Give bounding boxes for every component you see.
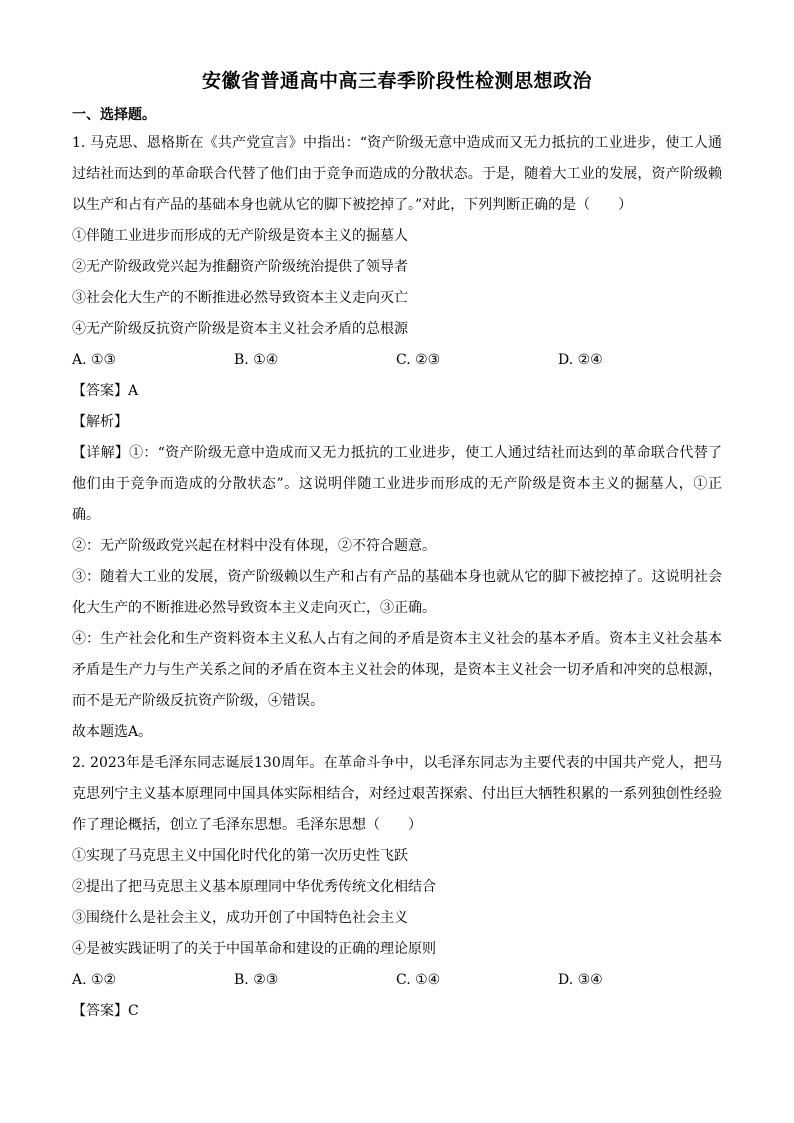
- question-1-item-3: ③社会化大生产的不断推进必然导致资本主义走向灭亡: [72, 290, 408, 306]
- question-1-option-a: A. ①③: [72, 352, 117, 368]
- section-heading: 一、选择题。: [72, 107, 156, 123]
- question-1-options: [72, 345, 722, 376]
- question-1-item-1: ①伴随工业进步而形成的无产阶级是资本主义的掘墓人: [72, 228, 408, 244]
- question-1-detail-1: 【详解】①：“资产阶级无意中造成而又无力抵抗的工业进步，使工人通过结社而达到的革命联合代替了他们由于竞争而造成的分散状态”。这说明伴随工业进步而形成的无产阶级是资本主义的掘墓人，①正确。: [72, 445, 722, 523]
- question-2-item-3: ③围绕什么是社会主义，成功开创了中国特色社会主义: [72, 910, 408, 926]
- question-1-item-4: ④无产阶级反抗资产阶级是资本主义社会矛盾的总根源: [72, 321, 408, 337]
- page-title: 安徽省普通高中高三春季阶段性检测思想政治: [201, 70, 592, 92]
- question-1-detail-4: ④：生产社会化和生产资料资本主义私人占有之间的矛盾是资本主义社会的基本矛盾。资本主义社会基本矛盾是生产力与生产关系之间的矛盾在资本主义社会的体现，是资本主义社会一切矛盾和冲突的总根源，而不是无产阶级反抗资产阶级，④错误。: [72, 631, 722, 709]
- question-2-item-1: ①实现了马克思主义中国化时代化的第一次历史性飞跃: [72, 848, 408, 864]
- question-2-item-4: ④是被实践证明了的关于中国革命和建设的正确的理论原则: [72, 941, 436, 957]
- question-2-answer: 【答案】C: [72, 1003, 139, 1019]
- question-1-item-2: ②无产阶级政党兴起为推翻资产阶级统治提供了领导者: [72, 259, 408, 275]
- question-2-item-2: ②提出了把马克思主义基本原理同中华优秀传统文化相结合: [72, 879, 436, 895]
- question-2-option-b: B. ②③: [234, 972, 279, 988]
- question-1-detail-2: ②：无产阶级政党兴起在材料中没有体现，②不符合题意。: [72, 538, 436, 554]
- question-1-option-b: B. ①④: [234, 352, 279, 368]
- question-1-conclusion: 故本题选A。: [72, 724, 153, 740]
- question-1-option-c: C. ②③: [396, 352, 441, 368]
- question-2-option-a: A. ①②: [72, 972, 117, 988]
- question-2-stem: 2. 2023年是毛泽东同志诞辰130周年。在革命斗争中，以毛泽东同志为主要代表的中国共产党人，把马克思列宁主义基本原理同中国具体实际相结合，对经过艰苦探索、付出巨大牺牲积累的一系列独创性经验作了理论概括，创立了毛泽东思想。毛泽东思想（ ）: [72, 755, 722, 833]
- question-2-options: [72, 965, 722, 996]
- question-2-option-c: C. ①④: [396, 972, 441, 988]
- question-1-analysis-tag: 【解析】: [72, 414, 128, 430]
- question-1-stem: 1. 马克思、恩格斯在《共产党宣言》中指出：“资产阶级无意中造成而又无力抵抗的工业进步，使工人通过结社而达到的革命联合代替了他们由于竞争而造成的分散状态。于是，随着大工业的发展，资产阶级赖以生产和占有产品的基础本身也就从它的脚下被挖掉了。”对此，下列判断正确的是（ ）: [72, 135, 722, 213]
- question-1-answer: 【答案】A: [72, 383, 139, 399]
- question-1-option-d: D. ②④: [558, 352, 603, 368]
- question-2-option-d: D. ③④: [558, 972, 603, 988]
- question-1-detail-3: ③：随着大工业的发展，资产阶级赖以生产和占有产品的基础本身也就从它的脚下被挖掉了。这说明社会化大生产的不断推进必然导致资本主义走向灭亡，③正确。: [72, 569, 722, 616]
- document-body: [72, 128, 722, 1027]
